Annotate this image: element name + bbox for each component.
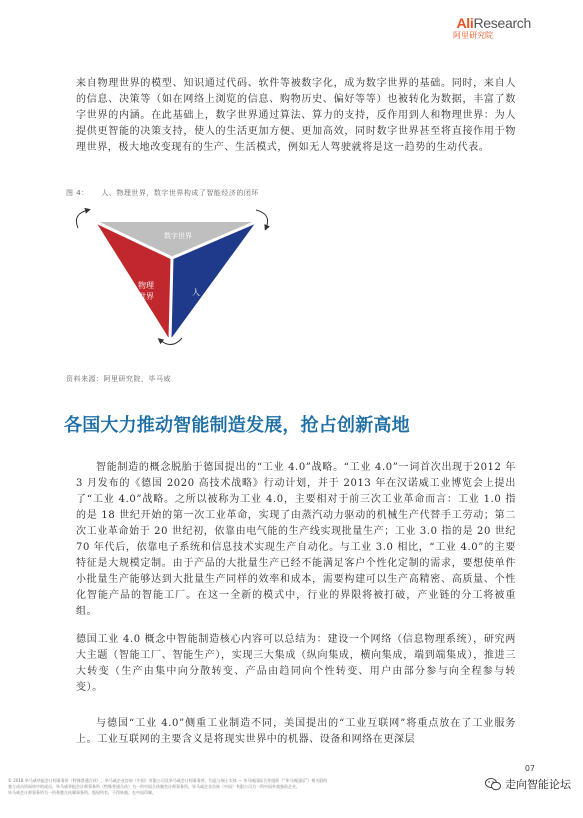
arrow-top-left (76, 210, 88, 228)
logo-wordmark (451, 16, 531, 31)
closed-loop-diagram (60, 200, 300, 350)
industrial-internet-paragraph: 与德国“工业 4.0”侧重工业制造不同，美国提出的“工业互联网”将重点放在了工业服务上。工业互联网的主要含义是将现实世界中的机器、设备和网络在更深层 (76, 718, 516, 745)
intro-paragraph: 来自物理世界的模型、知识通过代码、软件等被数字化，成为数字世界的基础。同时，来自人的信息、决策等（如在网络上浏览的信息、购物历史、偏好等等）也被转化为数据，丰富了数字世界的内涵。在此基础上，数字世界通过算法、算力的支持，反作用到人和物理世界：为人提供更智能的决策支持，使人的生活更加方便、更加高效，同时数字世界甚至将直接作用于物理世界，极大地改变现有的生产、生活模式，例如无人驾驶就将是这一趋势的生动代表。 (76, 78, 516, 153)
section-title: 各国大力推动智能制造发展，抢占创新高地 (64, 415, 410, 436)
figure-caption-label: 图 4： (66, 189, 89, 197)
aliresearch-logo (451, 16, 531, 40)
industry40-paragraph: 智能制造的概念脱胎于德国提出的“工业 4.0”战略。“工业 4.0”一词首次出现于2012 年 3 月发布的《德国 2020 高技术战略》行动计划，并于 2013 年在汉诺威工业博览会上提出了“工业 4.0”战略。之所以被称为工业 4.0，主要相对于前三次工业革命而言：工业 1.0 指的是 18 世纪开始的第一次工业革命，实现了由蒸汽动力驱动的机械生产代替手工劳动；第二次工业革命始于 20 世纪初，依靠由电气能的生产线实现批量生产；工业 3.0 指的是 20 世纪 70 年代后，依靠电子系统和信息技术实现生产自动化。与工业 3.0 相比，“工业 4.0”的主要特征是大规模定制。由于产品的大批量生产已经不能满足客户个性化定制的需求，要想使单件小批量生产能够达到大批量生产同样的效率和成本，需要构建可以生产高精密、高质量、个性化智能产品的智能工厂。在这一全新的模式中，行业的界限将被打破，产业链的分工将被重组。 (76, 462, 516, 617)
watermark-text: 走向智能论坛 (505, 778, 571, 791)
footer-line: © 2018 毕马威华振会计师事务所（特殊普通合伙），毕马威企业咨询（中国）有限公司及毕马威会计师事务所，均是与瑞士实体 — 毕马威国际合作组织（“毕马威国际”）相关联的 (8, 778, 328, 783)
label-people: 人 (192, 288, 200, 297)
footer-line: 毕马威会计师事务所为一所香港合伙制事务所。版权所有，不得转载。在中国印制。 (8, 790, 156, 795)
figure-source: 资料来源：阿里研究院，毕马威 (66, 375, 171, 383)
page-number: 07 (524, 764, 535, 773)
arrow-top-right (256, 210, 268, 228)
logo-research: Research (473, 15, 531, 31)
logo-ali: Ali (456, 15, 474, 31)
figure-caption (66, 188, 269, 198)
figure-caption-text: 人、物理世界，数字世界构成了智能经济的闭环 (101, 189, 259, 197)
wechat-watermark (481, 774, 575, 794)
label-physical-world-2: 世界 (138, 292, 154, 301)
label-digital-world: 数字世界 (164, 232, 192, 240)
copyright-footer (8, 778, 478, 796)
wechat-icon (485, 778, 501, 791)
industry40-core-paragraph: 德国工业 4.0 概念中智能制造核心内容可以总结为：建设一个网络（信息物理系统），研究两大主题（智能工厂、智能生产），实现三大集成（纵向集成，横向集成，端到端集成），推进三大转变（生产由集中向分散转变、产品由趋同向个性转变、用户由部分参与向全程参与转变）。 (76, 634, 516, 693)
logo-subtitle: 阿里研究院 (453, 31, 493, 40)
label-physical-world-1: 物理 (138, 281, 154, 290)
footer-line: 独立成员所网络中的成员，毕马威华振会计师事务所（特殊普通合伙）为一所中国合伙制会计师事务所，毕马威企业咨询（中国）有限公司为一所中国外商独资企业， (8, 784, 300, 789)
